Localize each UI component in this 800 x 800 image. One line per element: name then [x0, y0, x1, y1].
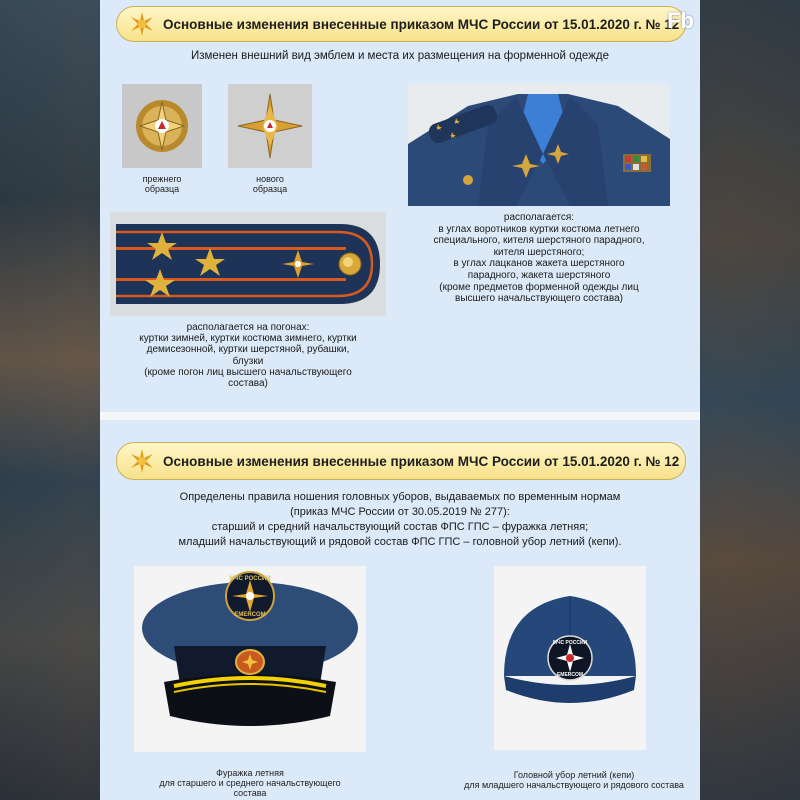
new-emblem-caption: нового образца: [252, 174, 288, 194]
collar-placement-text: располагается: в углах воротников куртки костюма летнего специального, кителя шерстяного парадного, кителя шерстяного; в углах лацканов жакета шерстяного парадного, жакета шерстяного (кроме предметов форменной одежды лиц высшего начальствующего состава): [433, 212, 645, 305]
slide-1: [100, 0, 700, 412]
slide-1-title: Основные изменения внесенные приказом МЧС России от 15.01.2020 г. № 12: [163, 16, 680, 32]
shoulder-board-photo: [110, 212, 386, 316]
mchs-emblem-icon: [129, 11, 155, 37]
peaked-cap-caption: Фуражка летняя для старшего и среднего начальствующего состава: [159, 768, 341, 798]
mchs-emblem-icon: [129, 448, 155, 474]
summer-peaked-cap-photo: [134, 566, 366, 752]
old-emblem-caption: прежнего образца: [142, 174, 182, 194]
blurred-background-right: [700, 0, 800, 800]
summer-kepi-photo: [494, 566, 646, 750]
old-emblem-photo: [122, 84, 202, 168]
slide-1-title-banner: [116, 6, 686, 42]
uniform-collar-photo: [408, 84, 670, 206]
kepi-badge-bottom-text: EMERCOM: [556, 672, 584, 678]
slide-2: [100, 420, 700, 800]
kepi-caption: Головной убор летний (кепи) для младшего начальствующего и рядового состава: [464, 770, 684, 790]
slide-1-subtitle: Изменен внешний вид эмблем и места их размещения на форменной одежде: [190, 50, 610, 62]
kepi-badge-top-text: МЧС РОССИИ: [552, 640, 588, 646]
shoulder-placement-text: располагается на погонах: куртки зимней, куртки костюма зимнего, куртки демисезонной, куртки шерстяной, рубашки, блузки (кроме погон лиц высшего начальствующего состава): [139, 322, 357, 390]
slide-2-title: Основные изменения внесенные приказом МЧС России от 15.01.2020 г. № 12: [163, 453, 680, 469]
blurred-background-left: [0, 0, 100, 800]
headwear-rules-text: Определены правила ношения головных уборов, выдаваемых по временным нормам (приказ МЧС России от 30.05.2019 № 277): старший и средний начальствующий состав ФПС ГПС – фуражка летняя; младший начальствующий и рядовой состав ФПС ГПС – головной убор летний (кепи).: [178, 491, 622, 548]
slide-separator: [100, 412, 700, 420]
cap-badge-top-text: МЧС РОССИИ: [229, 576, 271, 582]
fb-watermark: Fb: [667, 8, 694, 33]
slide-2-title-banner: [116, 442, 686, 480]
new-emblem-photo: [228, 84, 312, 168]
cap-badge-bottom-text: EMERCOM: [234, 612, 266, 618]
